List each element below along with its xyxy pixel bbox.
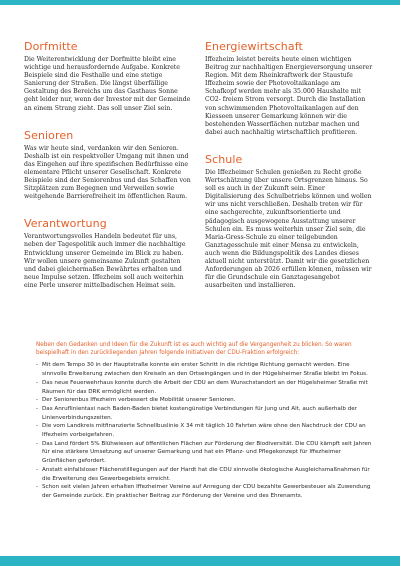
list-item-text: Die vom Landkreis mitfinanzierte Schnellbuslinie X 34 mit täglich 10 Fahrten wäre ohne den Nachdruck der CDU an Iffezheim vorbeigefahren. [42,423,366,439]
bullet-mark: - [36,397,39,404]
section-heading: Verantwortung [24,217,107,231]
section-body: Verantwortungsvolles Handeln bedeutet für uns, neben der Tagespolitik auch immer die nachhaltige Entwicklung unserer Gemeinde im Blick zu haben. Wir wollen unsere gemeinsame Zukunft gestalten und dabei gleichermaßen Bewährtes erhalten und neue Impulse setzen. Iffezheim soll auch weiterhin eine Perle unserer mittelbadischen Heimat sein. [24,233,186,289]
initiatives-list [36,361,376,500]
section-heading: Dorfmitte [24,40,78,53]
bullet-mark: - [36,379,39,386]
list-item-text: Anstatt einfallsloser Flächenstilllegungen auf der Hardt hat die CDU sinnvolle ökologische Ausgleichsmaßnahmen für die Erweiterung des Gewerbegebiets erreicht. [42,466,370,482]
list-item [36,422,376,439]
list-item [36,483,376,500]
section-body: Die Iffezheimer Schulen genießen zu Recht große Wertschätzung über unsere Ortsgrenzen hinaus. So soll es auch in der Zukunft sein. Einer Digitalisierung des Schulbetriebs können und wollen wir uns nicht verschließen. Deshalb treten wir für eine sachgerechte, zukunftsorientierte und pädagogisch ausgewogene Ausstattung unserer Schulen ein. Es muss weiterhin unser Ziel sein, die Maria-Gress-Schule zu einer teilgebunden Ganztagesschule mit einer Mensa zu entwickeln, auch wenn die Bildungspolitik des Landes dieses aktuell nicht unterstützt. Damit wir die gesetzlichen Anforderungen ab 2026 erfüllen können, müssen wir für die Grundschule ein Ganztagesangebot ausarbeiten und installieren. [205,168,372,290]
list-item-text: Mit dem Tempo 30 in der Hauptstraße konnte ein erster Schritt in die richtige Richtung gemacht werden. Eine sinnvolle Erweiterung zwischen den Kreiseln an den Ortseingängen und in der Hügelsheimer Straße bleibt im Fokus. [42,362,368,378]
section-schule [205,153,373,290]
bullet-mark: - [36,484,39,491]
left-column [24,40,192,306]
list-item [36,405,376,422]
list-item [36,361,376,378]
section-body: Die Weiterentwicklung der Dorfmitte bleibt eine wichtige und herausfordernde Aufgabe. Konkrete Beispiele sind die Festhalle und eine stetige Sanierung der Straßen. Die längst überfällige Gestaltung des Bereichs um das Gasthaus Sonne geht leider nur, wenn der Investor mit der Gemeinde an einem Strang zieht. Das soll unser Ziel sein. [24,56,191,112]
bullet-mark: - [36,362,39,369]
bullet-mark: - [36,405,39,412]
list-item [36,466,376,483]
bullet-mark: - [36,466,39,473]
section-dorfmitte [24,40,192,113]
section-body: Was wir heute sind, verdanken wir den Senioren. Deshalb ist ein respektvoller Umgang mit ihnen und das Eingehen auf ihre spezifischen Bedürfnisse eine elementare Pflicht unserer Gesellschaft. Konkrete Beispiele sind der Seniorenbus und das Schaffen von Sitzplätzen zum Begegnen und Verweilen sowie weitgehende Barrierefreiheit im öffentlichen Raum. [24,144,191,201]
list-item-text: Das Land fördert 5% Blühwiesen auf öffentlichen Flächen zur Förderung der Biodiversität. Die CDU kämpft seit Jahren für eine stärkere Umsetzung auf unserer Gemarkung und hat ein Pflanz- und Pflegekonzept für Iffezheimer Grünflächen gefordert. [42,440,372,465]
bullet-mark: - [36,440,39,447]
list-item-text: Der Seniorenbus Iffezheim verbessert die Mobilität unserer Senioren. [42,397,236,404]
list-item-text: Schon seit vielen Jahren erhalten Iffezheimer Vereine auf Anregung der CDU bezahlte Gewerbesteuer als Zuwendung der Gemeinde zurück. Ein praktischer Beitrag zur Förderung der Vereine und des Ehrenamts. [42,484,371,499]
list-item [36,440,376,466]
section-energiewirtschaft [205,40,373,137]
list-item [36,396,376,405]
section-body: Iffezheim leistet bereits heute einen wichtigen Beitrag zur nachhaltigen Energieversorgung unserer Region. Mit dem Rheinkraftwerk der Staustufe Iffezheim sowie der Photovoltaikanlage am Schafkopf werden mehr als 35.000 Haushalte mit CO2- freiem Strom versorgt. Durch die Installation von schwimmenden Photovoltaikanlagen auf den Kiesseen unserer Gemarkung können wir die bestehenden Wasserflächen nutzbar machen und dabei auch nachhaltig wirtschaftlich profitieren. [205,56,373,136]
bullet-mark: - [36,423,39,430]
initiatives-block [36,341,376,501]
initiatives-intro: Neben den Gedanken und Ideen für die Zukunft ist es auch wichtig auf die Vergangenheit zu blicken. So waren beispielhaft in den zurückliegenden Jahren folgende Initiativen der CDU-Fraktion erfolgreich: [36,342,352,357]
right-column [205,40,373,306]
section-heading: Energiewirtschaft [205,40,303,53]
list-item-text: Das neue Feuerwehrhaus konnte durch die Arbeit der CDU an dem Wunschstandort an der Hügelsheimer Straße mit Räumen für das DRK ermöglicht werden. [42,379,368,395]
section-verantwortung [24,217,192,290]
bottom-color-band [0,556,400,566]
section-heading: Senioren [24,128,74,142]
section-senioren [24,129,192,202]
list-item [36,379,376,396]
list-item-text: Das Anruflinientaxi nach Baden-Baden bietet kostengünstige Verbindungen für Jung und Alt, auch außerhalb der Linienverbindungszeiten. [42,405,358,421]
section-heading: Schule [205,152,243,166]
